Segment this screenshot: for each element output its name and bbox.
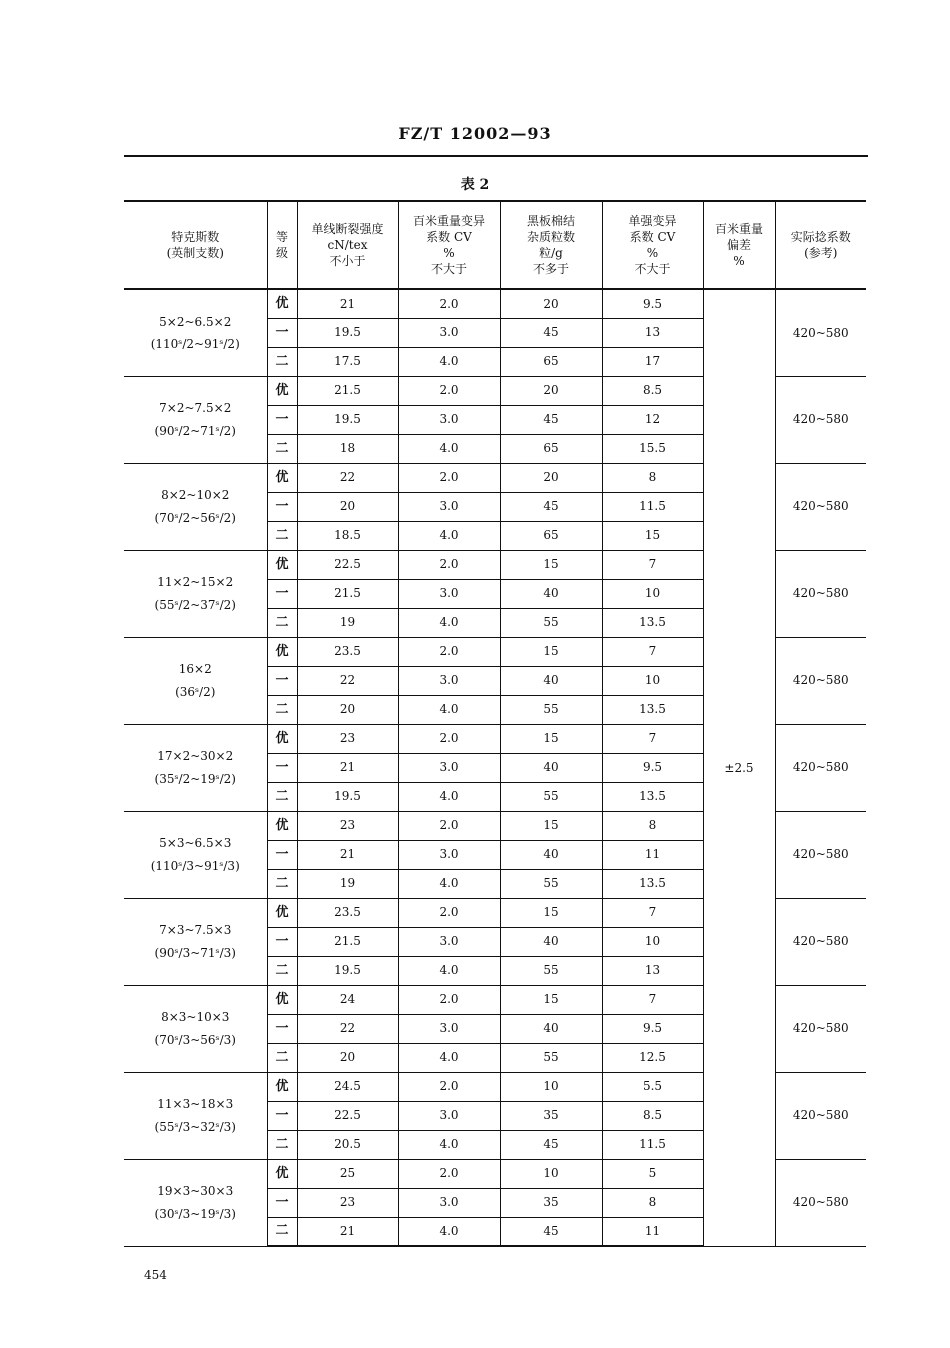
strength-cell: 21.5 <box>297 927 398 956</box>
neps-cell: 55 <box>500 782 602 811</box>
strength-cv-cell: 7 <box>602 550 703 579</box>
strength-cv-cell: 8 <box>602 1188 703 1217</box>
twist-cell: 420~580 <box>775 811 866 898</box>
strength-cv-cell: 7 <box>602 637 703 666</box>
english-count: (110ˢ/3~91ˢ/3) <box>150 858 240 873</box>
weight-cv-cell: 2.0 <box>398 376 500 405</box>
neps-cell: 40 <box>500 753 602 782</box>
strength-cv-cell: 12 <box>602 405 703 434</box>
weight-cv-cell: 4.0 <box>398 956 500 985</box>
strength-cv-cell: 13.5 <box>602 782 703 811</box>
standard-number: FZ/T 12002—93 <box>398 124 552 143</box>
strength-cell: 21 <box>297 1217 398 1246</box>
twist-cell: 420~580 <box>775 289 866 376</box>
strength-cell: 21.5 <box>297 579 398 608</box>
neps-cell: 45 <box>500 405 602 434</box>
column-header-line: 实际捻系数 <box>790 229 851 244</box>
tex-cell <box>124 1159 267 1246</box>
grade-cell: 二 <box>267 782 297 811</box>
neps-cell: 55 <box>500 1043 602 1072</box>
column-header-line: 偏差 <box>726 237 751 252</box>
column-header <box>703 201 775 289</box>
tex-cell <box>124 550 267 637</box>
grade-cell: 一 <box>267 492 297 521</box>
strength-cell: 21 <box>297 840 398 869</box>
strength-cv-cell: 15 <box>602 521 703 550</box>
strength-cv-cell: 8.5 <box>602 376 703 405</box>
weight-cv-cell: 4.0 <box>398 608 500 637</box>
strength-cell: 19.5 <box>297 956 398 985</box>
neps-cell: 40 <box>500 840 602 869</box>
neps-cell: 55 <box>500 608 602 637</box>
twist-cell: 420~580 <box>775 376 866 463</box>
weight-cv-cell: 4.0 <box>398 695 500 724</box>
weight-cv-cell: 3.0 <box>398 405 500 434</box>
column-header-line: 等 <box>275 229 288 244</box>
tex-range: 8×2~10×2 <box>161 488 230 503</box>
weight-cv-cell: 2.0 <box>398 811 500 840</box>
tex-cell <box>124 898 267 985</box>
strength-cv-cell: 11 <box>602 1217 703 1246</box>
strength-cell: 20 <box>297 695 398 724</box>
column-header-line: 系数 CV <box>629 229 676 244</box>
weight-cv-cell: 2.0 <box>398 1072 500 1101</box>
grade-cell: 一 <box>267 666 297 695</box>
english-count: (36ˢ/2) <box>175 684 216 699</box>
weight-cv-cell: 2.0 <box>398 550 500 579</box>
grade-cell: 优 <box>267 811 297 840</box>
grade-cell: 优 <box>267 985 297 1014</box>
twist-cell: 420~580 <box>775 550 866 637</box>
column-header <box>398 201 500 289</box>
grade-cell: 二 <box>267 1217 297 1246</box>
tex-range: 5×3~6.5×3 <box>159 836 232 851</box>
strength-cell: 23 <box>297 811 398 840</box>
strength-cell: 19 <box>297 608 398 637</box>
tex-range: 16×2 <box>178 662 212 677</box>
neps-cell: 20 <box>500 289 602 318</box>
grade-cell: 优 <box>267 1072 297 1101</box>
neps-cell: 55 <box>500 956 602 985</box>
strength-cv-cell: 5.5 <box>602 1072 703 1101</box>
strength-cv-cell: 11 <box>602 840 703 869</box>
yarn-spec-table <box>124 200 866 1247</box>
strength-cv-cell: 10 <box>602 579 703 608</box>
tex-cell <box>124 985 267 1072</box>
grade-cell: 一 <box>267 927 297 956</box>
strength-cell: 19.5 <box>297 782 398 811</box>
strength-cell: 22 <box>297 463 398 492</box>
column-header-line: % <box>443 246 455 260</box>
column-header-line: 级 <box>275 246 288 260</box>
grade-cell: 一 <box>267 840 297 869</box>
english-count: (90ˢ/3~71ˢ/3) <box>154 945 236 960</box>
strength-cv-cell: 7 <box>602 898 703 927</box>
grade-cell: 一 <box>267 579 297 608</box>
english-count: (30ˢ/3~19ˢ/3) <box>154 1206 236 1221</box>
weight-cv-cell: 4.0 <box>398 782 500 811</box>
column-header-line: 杂质粒数 <box>526 229 575 244</box>
twist-cell: 420~580 <box>775 898 866 985</box>
column-header-line: (英制支数) <box>166 246 224 260</box>
weight-cv-cell: 3.0 <box>398 1101 500 1130</box>
strength-cell: 17.5 <box>297 347 398 376</box>
english-count: (55ˢ/2~37ˢ/2) <box>154 597 236 612</box>
strength-cell: 18.5 <box>297 521 398 550</box>
grade-cell: 二 <box>267 608 297 637</box>
english-count: (35ˢ/2~19ˢ/2) <box>154 771 236 786</box>
twist-cell: 420~580 <box>775 1159 866 1246</box>
strength-cv-cell: 7 <box>602 985 703 1014</box>
tex-range: 5×2~6.5×2 <box>159 314 232 329</box>
neps-cell: 40 <box>500 927 602 956</box>
strength-cv-cell: 5 <box>602 1159 703 1188</box>
strength-cell: 22 <box>297 666 398 695</box>
tex-cell <box>124 376 267 463</box>
weight-cv-cell: 2.0 <box>398 289 500 318</box>
grade-cell: 优 <box>267 724 297 753</box>
weight-cv-cell: 2.0 <box>398 1159 500 1188</box>
grade-cell: 二 <box>267 1043 297 1072</box>
column-header-line: 特克斯数 <box>171 229 220 244</box>
tex-range: 7×3~7.5×3 <box>159 923 232 938</box>
column-header <box>602 201 703 289</box>
weight-cv-cell: 3.0 <box>398 579 500 608</box>
neps-cell: 45 <box>500 318 602 347</box>
twist-cell: 420~580 <box>775 637 866 724</box>
tex-cell <box>124 463 267 550</box>
column-header-line: 单线断裂强度 <box>311 221 384 236</box>
strength-cv-cell: 8 <box>602 463 703 492</box>
weight-cv-cell: 3.0 <box>398 492 500 521</box>
strength-cv-cell: 11.5 <box>602 1130 703 1159</box>
strength-cell: 24.5 <box>297 1072 398 1101</box>
strength-cv-cell: 13 <box>602 318 703 347</box>
strength-cv-cell: 13.5 <box>602 869 703 898</box>
column-header-line: 不大于 <box>430 262 467 277</box>
weight-cv-cell: 4.0 <box>398 1130 500 1159</box>
column-header-line: 不大于 <box>634 262 671 277</box>
strength-cell: 23 <box>297 724 398 753</box>
grade-cell: 优 <box>267 1159 297 1188</box>
strength-cell: 22.5 <box>297 1101 398 1130</box>
grade-cell: 优 <box>267 637 297 666</box>
table-row <box>124 289 866 318</box>
weight-cv-cell: 3.0 <box>398 1014 500 1043</box>
neps-cell: 15 <box>500 898 602 927</box>
neps-cell: 65 <box>500 347 602 376</box>
strength-cv-cell: 10 <box>602 666 703 695</box>
table-header-row <box>124 201 866 289</box>
strength-cell: 22 <box>297 1014 398 1043</box>
strength-cv-cell: 12.5 <box>602 1043 703 1072</box>
header-rule <box>124 155 868 157</box>
strength-cell: 21 <box>297 753 398 782</box>
weight-cv-cell: 2.0 <box>398 463 500 492</box>
strength-cv-cell: 8.5 <box>602 1101 703 1130</box>
column-header-line: 单强变异 <box>628 213 677 228</box>
table-body <box>124 289 866 1246</box>
english-count: (70ˢ/2~56ˢ/2) <box>154 510 236 525</box>
grade-cell: 二 <box>267 956 297 985</box>
neps-cell: 20 <box>500 376 602 405</box>
grade-cell: 二 <box>267 347 297 376</box>
strength-cv-cell: 15.5 <box>602 434 703 463</box>
column-header <box>775 201 866 289</box>
grade-cell: 二 <box>267 1130 297 1159</box>
weight-cv-cell: 4.0 <box>398 1043 500 1072</box>
strength-cell: 23 <box>297 1188 398 1217</box>
tex-range: 19×3~30×3 <box>157 1184 234 1199</box>
neps-cell: 45 <box>500 492 602 521</box>
grade-cell: 一 <box>267 318 297 347</box>
grade-cell: 二 <box>267 695 297 724</box>
strength-cv-cell: 13.5 <box>602 695 703 724</box>
neps-cell: 10 <box>500 1159 602 1188</box>
weight-cv-cell: 2.0 <box>398 985 500 1014</box>
weight-cv-cell: 4.0 <box>398 434 500 463</box>
grade-cell: 二 <box>267 521 297 550</box>
weight-cv-cell: 3.0 <box>398 1188 500 1217</box>
neps-cell: 15 <box>500 811 602 840</box>
strength-cell: 21 <box>297 289 398 318</box>
weight-cv-cell: 3.0 <box>398 318 500 347</box>
weight-cv-cell: 3.0 <box>398 927 500 956</box>
neps-cell: 55 <box>500 695 602 724</box>
strength-cv-cell: 17 <box>602 347 703 376</box>
neps-cell: 45 <box>500 1217 602 1246</box>
strength-cv-cell: 13.5 <box>602 608 703 637</box>
column-header-line: % <box>646 246 659 260</box>
strength-cell: 22.5 <box>297 550 398 579</box>
table-caption: 表 2 <box>460 177 490 193</box>
weight-cv-cell: 2.0 <box>398 637 500 666</box>
grade-cell: 一 <box>267 405 297 434</box>
grade-cell: 二 <box>267 434 297 463</box>
strength-cv-cell: 13 <box>602 956 703 985</box>
neps-cell: 15 <box>500 550 602 579</box>
column-header <box>297 201 398 289</box>
column-header-line: % <box>733 254 745 269</box>
tex-range: 8×3~10×3 <box>161 1010 230 1025</box>
column-header-line: 粒/g <box>539 246 563 260</box>
neps-cell: 55 <box>500 869 602 898</box>
column-header-line: (参考) <box>804 246 838 260</box>
column-header-line: 黑板棉结 <box>526 213 575 228</box>
strength-cell: 21.5 <box>297 376 398 405</box>
grade-cell: 二 <box>267 869 297 898</box>
neps-cell: 35 <box>500 1101 602 1130</box>
neps-cell: 40 <box>500 579 602 608</box>
strength-cv-cell: 9.5 <box>602 753 703 782</box>
weight-cv-cell: 4.0 <box>398 347 500 376</box>
column-header-line: cN/tex <box>327 237 368 252</box>
neps-cell: 65 <box>500 521 602 550</box>
strength-cv-cell: 11.5 <box>602 492 703 521</box>
page-number: 454 <box>144 1268 167 1282</box>
grade-cell: 优 <box>267 463 297 492</box>
neps-cell: 40 <box>500 1014 602 1043</box>
strength-cell: 19.5 <box>297 318 398 347</box>
strength-cell: 25 <box>297 1159 398 1188</box>
grade-cell: 一 <box>267 1188 297 1217</box>
strength-cell: 20 <box>297 1043 398 1072</box>
grade-cell: 优 <box>267 376 297 405</box>
column-header <box>500 201 602 289</box>
tex-cell <box>124 289 267 376</box>
neps-cell: 65 <box>500 434 602 463</box>
tex-cell <box>124 724 267 811</box>
column-header-line: 百米重量 <box>714 221 763 236</box>
grade-cell: 一 <box>267 1014 297 1043</box>
strength-cell: 20 <box>297 492 398 521</box>
column-header-line: 不小于 <box>329 254 366 269</box>
column-header-line: 系数 CV <box>426 229 472 244</box>
weight-cv-cell: 4.0 <box>398 869 500 898</box>
english-count: (55ˢ/3~32ˢ/3) <box>154 1119 236 1134</box>
weight-cv-cell: 3.0 <box>398 753 500 782</box>
neps-cell: 40 <box>500 666 602 695</box>
grade-cell: 一 <box>267 1101 297 1130</box>
english-count: (70ˢ/3~56ˢ/3) <box>154 1032 236 1047</box>
column-header <box>267 201 297 289</box>
tex-cell <box>124 811 267 898</box>
table-head <box>124 201 866 289</box>
column-header-line: 百米重量变异 <box>412 213 485 228</box>
tex-range: 11×3~18×3 <box>157 1097 234 1112</box>
strength-cell: 23.5 <box>297 898 398 927</box>
twist-cell: 420~580 <box>775 985 866 1072</box>
neps-cell: 15 <box>500 985 602 1014</box>
neps-cell: 15 <box>500 637 602 666</box>
weight-cv-cell: 3.0 <box>398 840 500 869</box>
english-count: (110ˢ/2~91ˢ/2) <box>150 336 240 351</box>
twist-cell: 420~580 <box>775 463 866 550</box>
grade-cell: 一 <box>267 753 297 782</box>
neps-cell: 20 <box>500 463 602 492</box>
neps-cell: 15 <box>500 724 602 753</box>
strength-cell: 23.5 <box>297 637 398 666</box>
strength-cv-cell: 8 <box>602 811 703 840</box>
column-header <box>124 201 267 289</box>
neps-cell: 10 <box>500 1072 602 1101</box>
neps-cell: 35 <box>500 1188 602 1217</box>
tex-cell <box>124 637 267 724</box>
column-header-line: 不多于 <box>532 262 569 277</box>
english-count: (90ˢ/2~71ˢ/2) <box>154 423 236 438</box>
tex-cell <box>124 1072 267 1159</box>
weight-cv-cell: 3.0 <box>398 666 500 695</box>
weight-cv-cell: 4.0 <box>398 521 500 550</box>
neps-cell: 45 <box>500 1130 602 1159</box>
tex-range: 11×2~15×2 <box>157 575 234 590</box>
strength-cell: 20.5 <box>297 1130 398 1159</box>
strength-cv-cell: 9.5 <box>602 1014 703 1043</box>
grade-cell: 优 <box>267 550 297 579</box>
strength-cv-cell: 10 <box>602 927 703 956</box>
strength-cv-cell: 9.5 <box>602 289 703 318</box>
strength-cv-cell: 7 <box>602 724 703 753</box>
tex-range: 17×2~30×2 <box>157 749 234 764</box>
grade-cell: 优 <box>267 898 297 927</box>
twist-cell: 420~580 <box>775 1072 866 1159</box>
tex-range: 7×2~7.5×2 <box>159 401 232 416</box>
weight-cv-cell: 4.0 <box>398 1217 500 1246</box>
strength-cell: 24 <box>297 985 398 1014</box>
twist-cell: 420~580 <box>775 724 866 811</box>
grade-cell: 优 <box>267 289 297 318</box>
weight-deviation-cell: ±2.5 <box>703 289 775 1246</box>
weight-cv-cell: 2.0 <box>398 898 500 927</box>
strength-cell: 19.5 <box>297 405 398 434</box>
weight-cv-cell: 2.0 <box>398 724 500 753</box>
strength-cell: 18 <box>297 434 398 463</box>
strength-cell: 19 <box>297 869 398 898</box>
